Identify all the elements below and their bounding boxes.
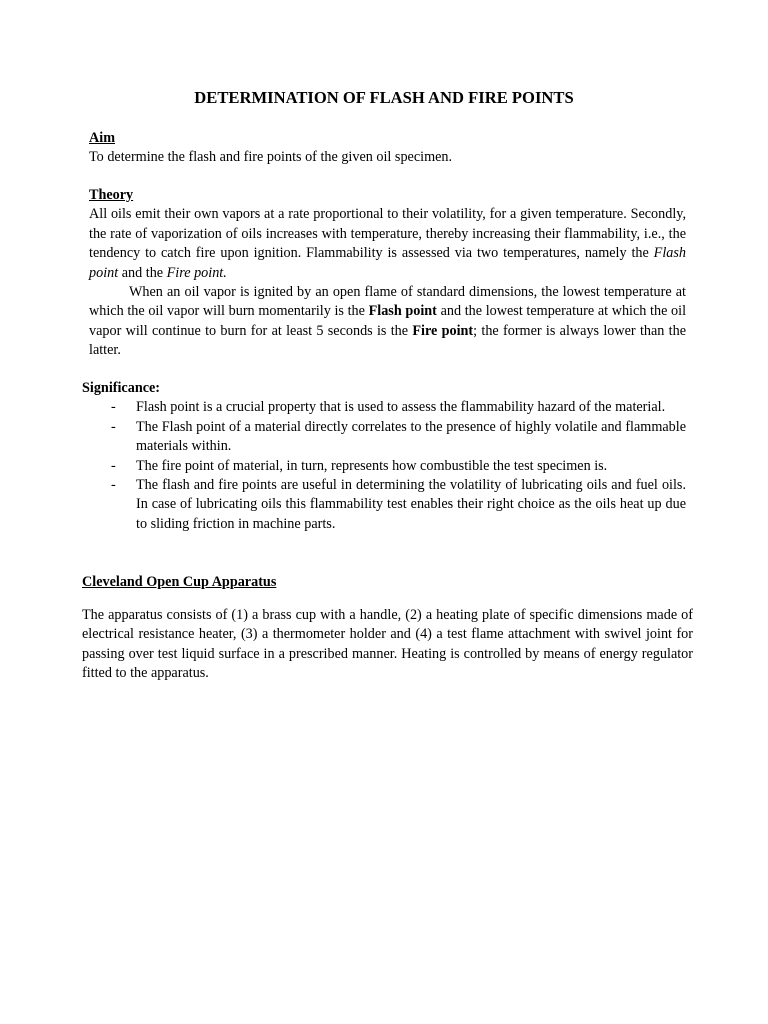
significance-item-text: The flash and fire points are useful in determining the volatility of lubricating oils and fuel oils. In case of lubricating oils this flammability test enables their right choice as the oils heat up due to sliding friction in machine parts. [136,477,686,532]
significance-item [111,398,686,417]
theory-p1-and: and the [118,264,167,281]
theory-p1-fire-point: Fire point. [166,264,227,281]
significance-section [82,379,686,534]
theory-p2-fire-point: Fire point [412,322,474,339]
document-title: DETERMINATION OF FLASH AND FIRE POINTS [194,88,574,107]
significance-list [111,398,686,534]
significance-item [111,476,686,534]
theory-heading: Theory [89,187,134,203]
aim-text: To determine the flash and fire points of the given oil specimen. [89,149,453,166]
theory-section [89,186,686,361]
theory-paragraph-2 [89,283,686,361]
theory-p2-part-a: When an oil vapor is ignited by an open flame of standard dimensions, the lowest temperature at which the oil vapor will burn momentarily is the [89,284,686,320]
theory-p1-text: All oils emit their own vapors at a rate proportional to their volatility, for a given temperature. Secondly, the rate of vaporization of oils increases with temperature, thereby increasing their flammability, i.e., the tendency to catch fire upon ignition. Flammability is assessed via two temperatures, namely the [89,206,686,262]
significance-heading: Significance: [82,380,161,396]
significance-item-text: Flash point is a crucial property that is used to assess the flammability hazard of the material. [136,399,666,416]
significance-item-text: The fire point of material, in turn, represents how combustible the test specimen is. [136,457,608,474]
theory-p2-flash-point: Flash point [368,303,437,320]
theory-p2-part-b: and the lowest temperature at which the oil vapor will continue to burn for at least 5 seconds is the [89,303,687,339]
apparatus-heading: Cleveland Open Cup Apparatus [82,574,277,590]
aim-section [89,129,687,168]
theory-p2-part-c: ; the former is always lower than the latter. [89,322,686,359]
theory-p1-flash-point: Flash point [89,245,686,281]
list-bullet: - [111,457,116,474]
list-bullet: - [111,418,116,435]
list-bullet: - [111,399,116,416]
significance-item [111,418,686,457]
list-bullet: - [111,477,116,494]
significance-item [111,457,686,476]
theory-paragraph-1 [89,205,686,283]
significance-item-text: The Flash point of a material directly correlates to the presence of highly volatile and flammable materials within. [136,418,686,455]
apparatus-paragraph: The apparatus consists of (1) a brass cup with a handle, (2) a heating plate of specific dimensions made of electrical resistance heater, (3) a thermometer holder and (4) a test flame attachment with swivel joint for passing over test liquid surface in a prescribed manner. Heating is controlled by means of energy regulator fitted to the apparatus. [82,607,693,682]
aim-heading: Aim [89,130,116,146]
